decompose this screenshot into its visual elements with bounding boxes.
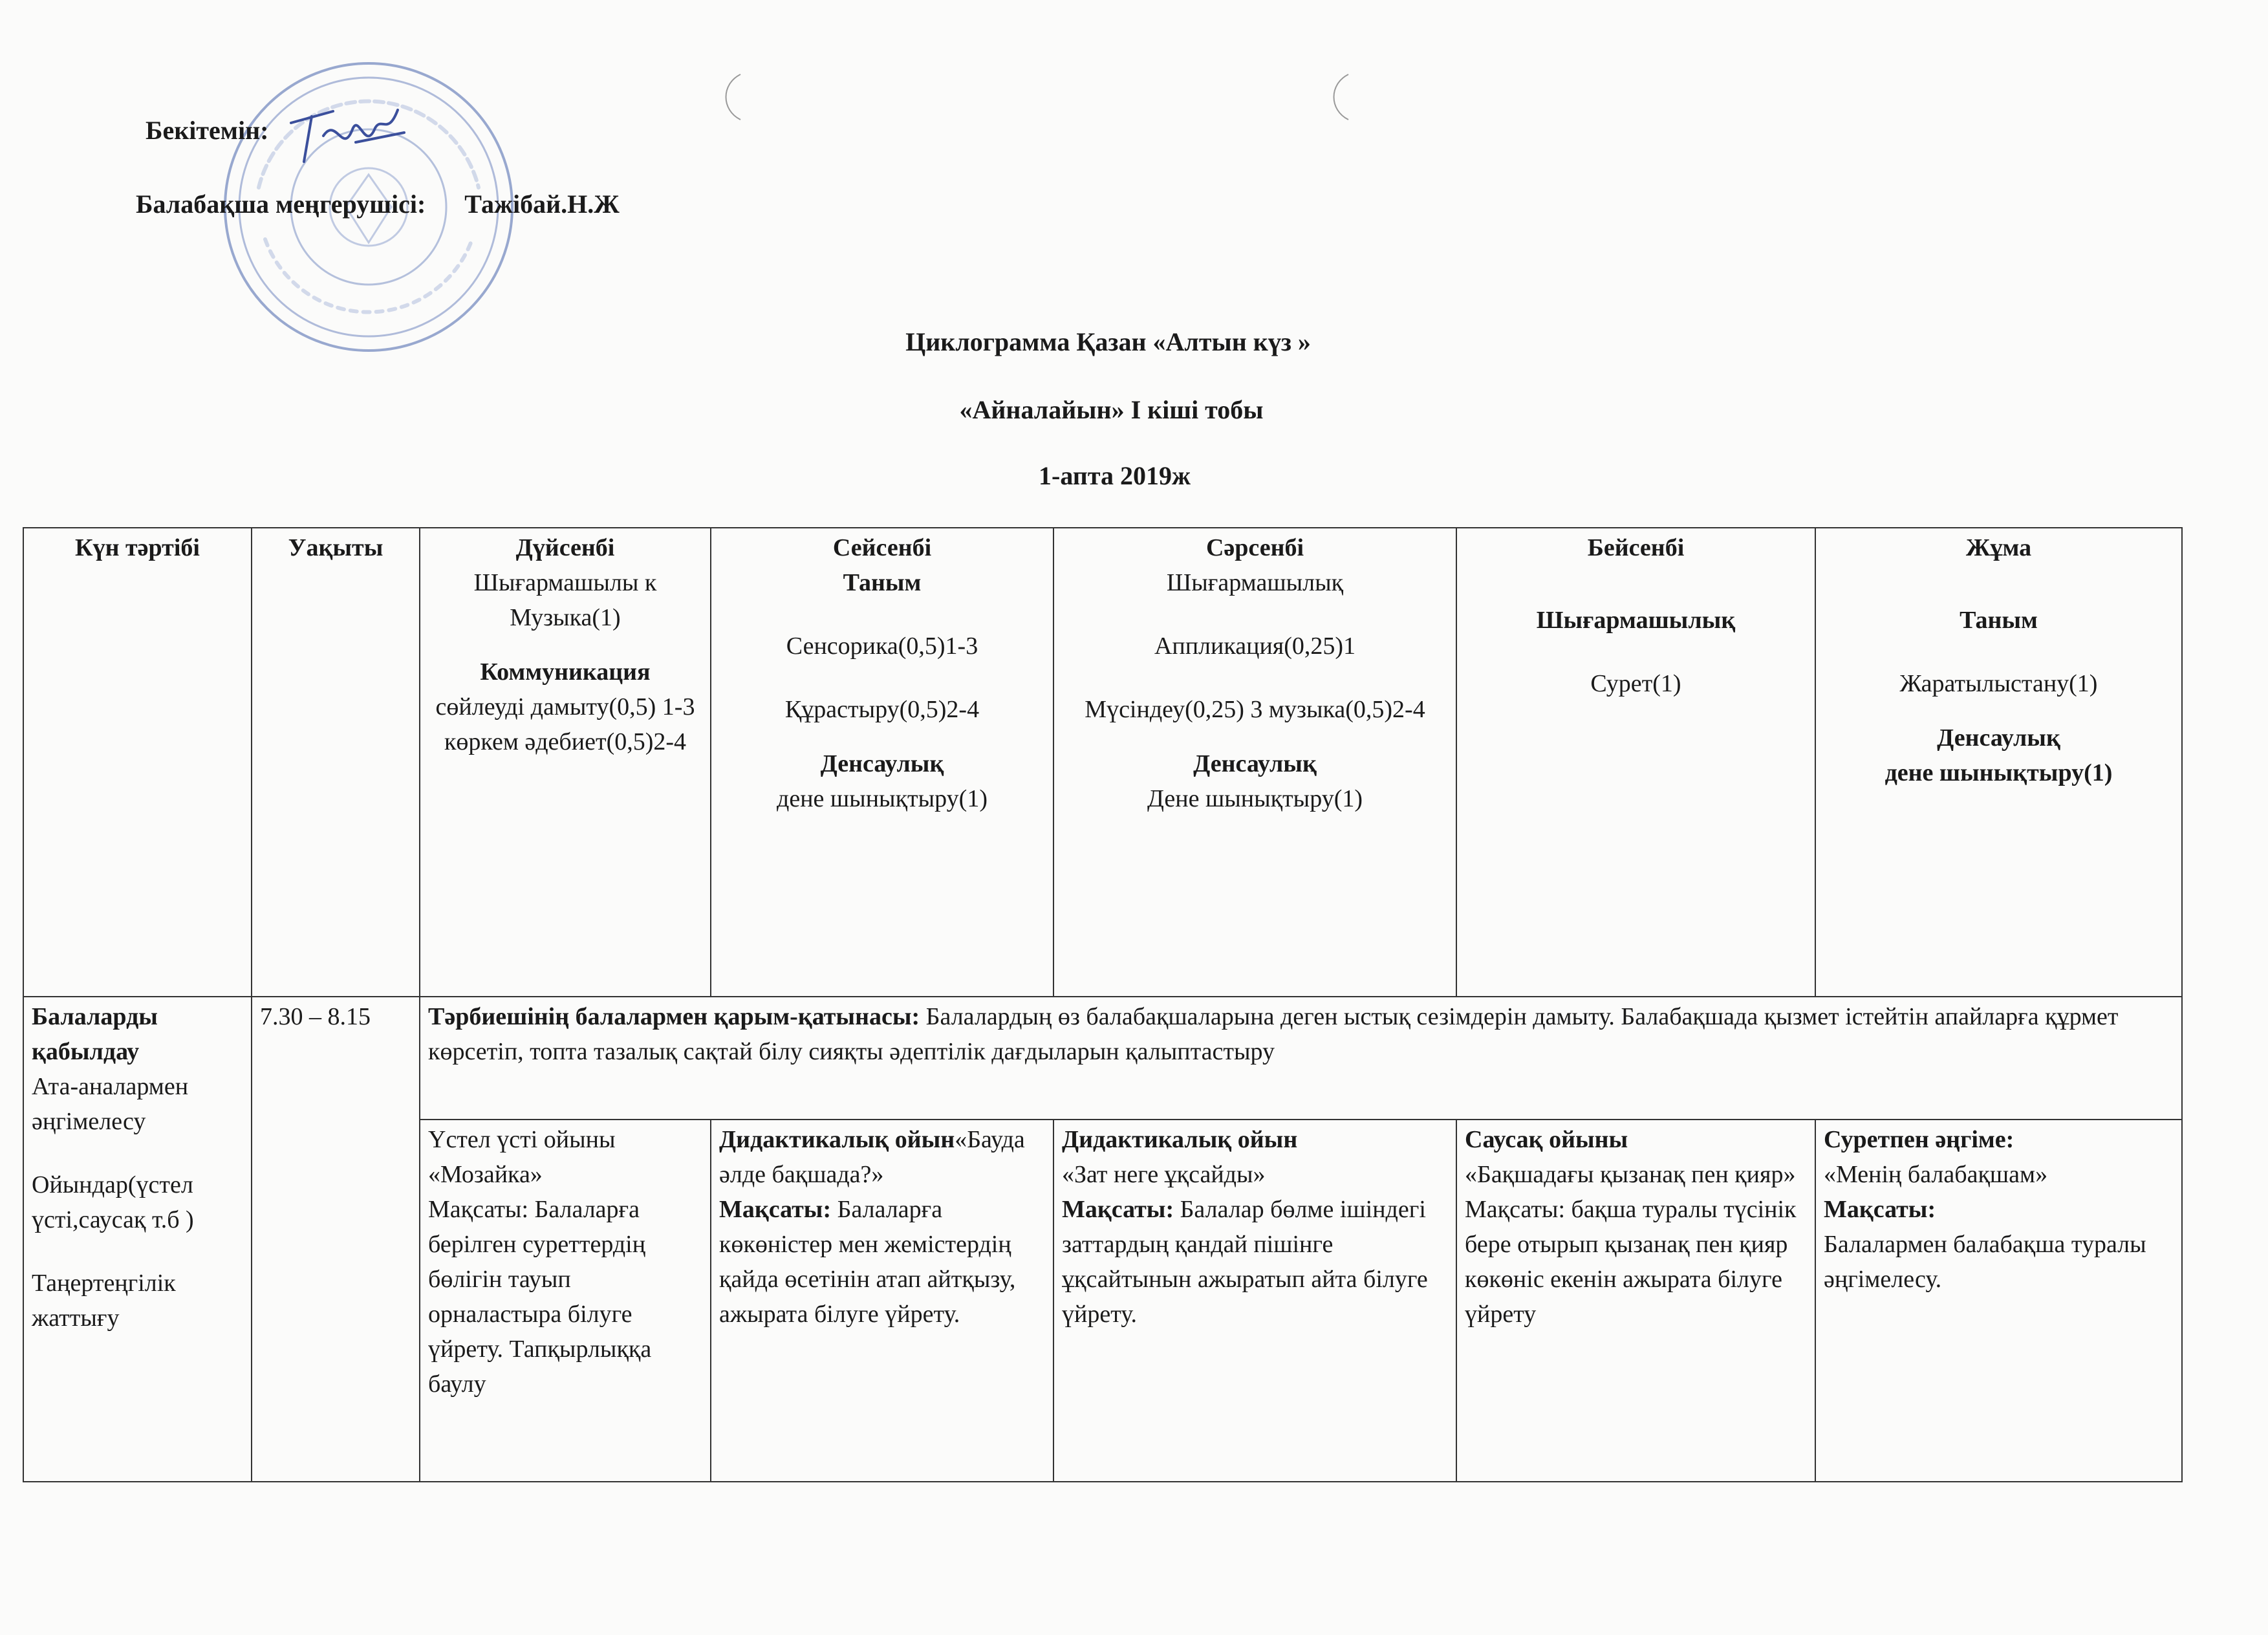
goal-label: Мақсаты: bbox=[719, 1195, 832, 1223]
document-title: Циклограмма Қазан «Алтын күз » bbox=[905, 327, 1311, 356]
subject-item: Аппликация(0,25)1 bbox=[1154, 632, 1356, 660]
approval-label: Бекітемін: bbox=[146, 116, 269, 145]
interaction-label: Тәрбиешінің балалармен қарым-қатынасы: bbox=[428, 1003, 920, 1030]
day-header-wednesday bbox=[1053, 528, 1456, 997]
schedule-title: Балаларды қабылдау bbox=[32, 1003, 158, 1065]
activity-friday bbox=[1815, 1120, 2182, 1482]
head-label: Балабақша меңгерушісі: bbox=[136, 189, 426, 219]
group-title: «Айналайын» І кіші тобы bbox=[959, 395, 1264, 424]
interaction-cell bbox=[420, 997, 2182, 1120]
day-name: Сейсенбі bbox=[832, 534, 932, 561]
day-name: Бейсенбі bbox=[1587, 534, 1685, 561]
day-header-thursday bbox=[1456, 528, 1815, 997]
cyclogram-table bbox=[23, 527, 2183, 1482]
area-label: Коммуникация bbox=[480, 658, 651, 686]
day-name: Жұма bbox=[1965, 534, 2032, 561]
activity-title: Суретпен әңгіме: bbox=[1824, 1126, 2014, 1153]
area-label: Таным bbox=[843, 568, 922, 596]
activity-subtitle: «Бауда әлде бақшада?» bbox=[719, 1126, 1025, 1188]
activity-monday bbox=[420, 1120, 711, 1482]
activity-subtitle: «Бақшадағы қызанақ пен қияр» bbox=[1465, 1160, 1796, 1188]
col-header-schedule: Күн тәртібі bbox=[23, 528, 252, 997]
day-name: Дүйсенбі bbox=[515, 534, 615, 561]
head-name: Тажібай.Н.Ж bbox=[464, 189, 620, 219]
subject-item: дене шынықтыру(1) bbox=[1885, 759, 2113, 786]
activity-title: Дидактикалық ойын bbox=[1062, 1126, 1298, 1153]
activity-title: Үстел үсті ойыны «Мозайка» bbox=[428, 1126, 616, 1188]
schedule-item: Ойындар(үстел үсті,саусақ т.б ) bbox=[32, 1171, 194, 1233]
schedule-item: Таңертеңгілік жаттығу bbox=[32, 1269, 176, 1332]
activity-subtitle: «Менің балабақшам» bbox=[1824, 1160, 2048, 1188]
goal-text: Балаларға көкөністер мен жемістердің қайда өсетінін атап айтқызу, ажырата білуге үйрету. bbox=[719, 1195, 1016, 1328]
interaction-text: Балалардың өз балабақшаларына деген ыстық сезімдерін дамыту. Балабақшада қызмет істейтін апайларға құрмет көрсетіп, топта тазалық сақтай білу сияқты әдептілік дағдыларын қалыптастыру bbox=[428, 1003, 2119, 1065]
activity-tuesday bbox=[711, 1120, 1053, 1482]
head-signature-line bbox=[136, 189, 620, 219]
col-header-time: Уақыты bbox=[252, 528, 420, 997]
goal-text: Балаларға берілген суреттердің бөлігін тауып орналастыра білуге үйрету. Тапқырлыққа баулу bbox=[428, 1195, 652, 1398]
reception-row bbox=[23, 997, 2182, 1120]
day-header-tuesday bbox=[711, 528, 1053, 997]
subject-item: Дене шынықтыру(1) bbox=[1147, 785, 1363, 812]
subject-item: Сурет(1) bbox=[1590, 669, 1681, 697]
goal-label: Мақсаты: bbox=[1465, 1195, 1566, 1223]
day-name: Сәрсенбі bbox=[1205, 534, 1304, 561]
subject-item: Құрастыру(0,5)2-4 bbox=[784, 695, 980, 723]
activity-subtitle: «Зат неге ұқсайды» bbox=[1062, 1160, 1266, 1188]
header-row bbox=[23, 528, 2182, 997]
time-cell: 7.30 – 8.15 bbox=[252, 997, 420, 1482]
goal-label: Мақсаты: bbox=[1824, 1195, 1936, 1223]
scan-mark bbox=[1326, 71, 1352, 123]
subject-item: дене шынықтыру(1) bbox=[777, 785, 988, 812]
goal-text: Балалар бөлме ішіндегі заттардың қандай пішінге ұқсайтынын ажыратып айта білуге үйрету. bbox=[1062, 1195, 1428, 1328]
area-label: Таным bbox=[1960, 606, 2038, 634]
activity-wednesday bbox=[1053, 1120, 1456, 1482]
goal-text: бақша туралы түсінік бере отырып қызанақ пен қияр көкөніс екенін ажырата білуге үйрету bbox=[1465, 1195, 1797, 1328]
activity-thursday bbox=[1456, 1120, 1815, 1482]
day-header-monday bbox=[420, 528, 711, 997]
area-label: Шығармашылық bbox=[1166, 568, 1344, 596]
area-label: Денсаулық bbox=[1193, 750, 1317, 777]
activity-title: Саусақ ойыны bbox=[1465, 1126, 1628, 1153]
schedule-item: Ата-аналармен әңгімелесу bbox=[32, 1072, 189, 1135]
subject-item: Сенсорика(0,5)1-3 bbox=[786, 632, 978, 660]
area-label: Шығармашылық bbox=[1536, 606, 1736, 634]
goal-text: Балалармен балабақша туралы әңгімелесу. bbox=[1824, 1230, 2146, 1293]
goal-label: Мақсаты: bbox=[428, 1195, 529, 1223]
subject-item: Жаратылыстану(1) bbox=[1899, 669, 2098, 697]
area-label: Шығармашылы к bbox=[473, 568, 657, 596]
schedule-cell bbox=[23, 997, 252, 1482]
week-title: 1-апта 2019ж bbox=[1039, 461, 1191, 490]
area-label: Денсаулық bbox=[820, 750, 944, 777]
goal-label: Мақсаты: bbox=[1062, 1195, 1174, 1223]
subject-item: Музыка(1) bbox=[510, 603, 621, 631]
activity-title: Дидактикалық ойын bbox=[719, 1126, 955, 1153]
subject-item: сөйлеуді дамыту(0,5) 1-3 көркем әдебиет(0,5)2-4 bbox=[435, 693, 695, 755]
area-label: Денсаулық bbox=[1937, 724, 2060, 752]
subject-item: Мүсіндеу(0,25) 3 музыка(0,5)2-4 bbox=[1085, 695, 1425, 723]
scan-mark bbox=[718, 71, 744, 123]
signature-mark bbox=[285, 97, 407, 168]
day-header-friday bbox=[1815, 528, 2182, 997]
